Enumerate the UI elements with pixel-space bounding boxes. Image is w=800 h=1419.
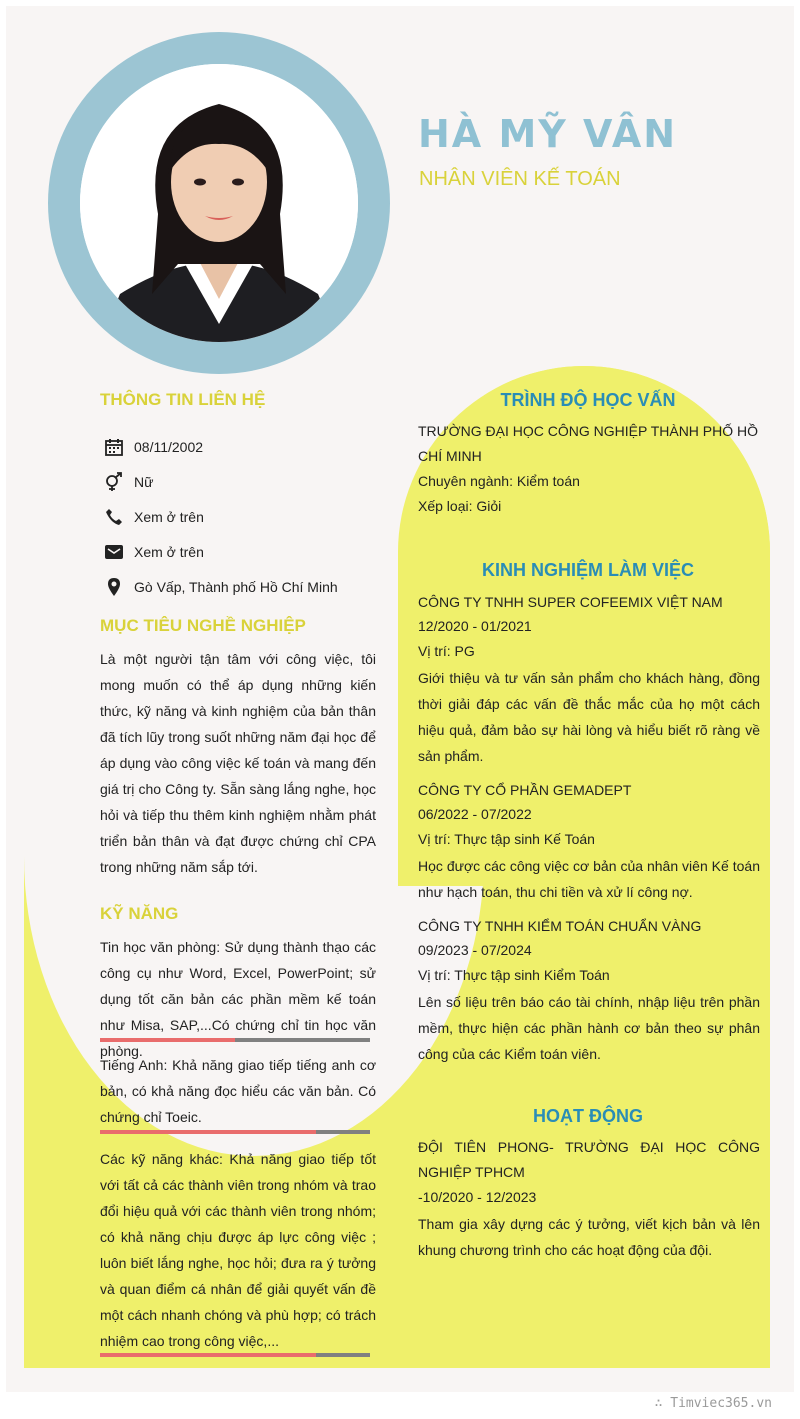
activity-description: Tham gia xây dựng các ý tưởng, viết kịch bản và lên khung chương trình cho các hoạt động của đội. [418,1216,760,1258]
education-school: TRƯỜNG ĐẠI HỌC CÔNG NGHIỆP THÀNH PHỐ HỒ CHÍ MINH [418,423,759,464]
job-position: Vị trí: Thực tập sinh Kiểm Toán [418,967,610,983]
job-period: 09/2023 - 07/2024 [418,942,532,958]
calendar-icon [100,437,128,457]
gender-icon [100,472,128,492]
job-period: 06/2022 - 07/2022 [418,806,532,822]
candidate-role: NHÂN VIÊN KẾ TOÁN [419,168,621,190]
watermark: ∴ Timviec365.vn [654,1396,772,1411]
education-major: Chuyên ngành: Kiểm toán [418,473,580,489]
contact-email [100,541,204,563]
skill-level-fill [100,1130,316,1134]
email-icon [100,543,128,561]
location-icon [100,577,128,597]
skill-level-bar [100,1038,370,1042]
job-position: Vị trí: PG [418,643,475,659]
skills-heading: KỸ NĂNG [100,904,179,923]
avatar-illustration [80,64,358,342]
skill-item: Các kỹ năng khác: Khả năng giao tiếp tốt với tất cả các thành viên trong nhóm và trao đổi hiệu quả với các thành viên trong nhóm; có khả năng chịu được áp lực công việc ; luôn biết lắng nghe, học hỏi; đưa ra ý tưởng và quan điểm cá nhân để giải quyết vấn đề một cách nhanh chóng và phù hợp; có trách nhiệm cao trong công việc,... [100,1151,376,1349]
objective-heading: MỤC TIÊU NGHỀ NGHIỆP [100,616,306,635]
phone-icon [100,508,128,526]
contact-value: Xem ở trên [134,509,204,525]
contact-address [100,576,338,598]
objective-text: Là một người tận tâm với công việc, tôi mong muốn có thể áp dụng những kiến thức, kỹ năng và kinh nghiệm của bản thân đã tích lũy trong suốt những năm đại học để áp dụng vào công việc kế toán và mang đến giá trị cho Công ty. Sẵn sàng lắng nghe, học hỏi và tiếp thu thêm kinh nghiệm nhằm phát triển bản thân và đạt được chứng chỉ CPA trong những năm sắp tới. [100,651,376,875]
education-heading: TRÌNH ĐỘ HỌC VẤN [500,390,676,410]
avatar [80,64,358,342]
activities-heading: HOẠT ĐỘNG [533,1106,643,1126]
job-period: 12/2020 - 01/2021 [418,618,532,634]
skill-level-bar [100,1353,370,1357]
contact-heading: THÔNG TIN LIÊN HỆ [100,390,266,409]
job-description: Lên số liệu trên báo cáo tài chính, nhập liệu trên phần mềm, thực hiện các phần hành cơ bản theo sự phân công của các Kiểm toán viên. [418,994,760,1062]
job-company: CÔNG TY TNHH SUPER COFEEMIX VIỆT NAM [418,594,723,610]
contact-birthdate [100,436,203,458]
contact-value: Nữ [134,474,154,490]
job-company: CÔNG TY TNHH KIỂM TOÁN CHUẨN VÀNG [418,918,702,934]
skill-item: Tiếng Anh: Khả năng giao tiếp tiếng anh cơ bản, có khả năng đọc hiểu các văn bản. Có chứng chỉ Toeic. [100,1057,376,1125]
contact-value: Xem ở trên [134,544,204,560]
education-grade: Xếp loại: Giỏi [418,498,502,514]
experience-heading: KINH NGHIỆM LÀM VIỆC [481,560,694,580]
contact-value: 08/11/2002 [134,439,204,455]
contact-value: Gò Vấp, Thành phố Hồ Chí Minh [134,579,338,595]
skill-level-fill [100,1038,235,1042]
job-description: Học được các công việc cơ bản của nhân viên Kế toán như hạch toán, thu chi tiền và xử lí công nợ. [418,858,760,900]
cv-sheet [6,6,794,1392]
activity-period: -10/2020 - 12/2023 [418,1189,537,1205]
candidate-name: HÀ MỸ VÂN [418,112,678,156]
job-company: CÔNG TY CỔ PHẦN GEMADEPT [418,782,632,798]
job-description: Giới thiệu và tư vấn sản phẩm cho khách hàng, đồng thời giải đáp các vấn đề thắc mắc của họ một cách hiệu quả, đảm bảo sự hài lòng và hiểu biết rõ ràng về sản phẩm. [418,670,760,764]
activity-org: ĐỘI TIÊN PHONG- TRƯỜNG ĐẠI HỌC CÔNG NGHIỆP TPHCM [418,1139,760,1180]
contact-gender [100,471,153,493]
skill-level-fill [100,1353,316,1357]
job-position: Vị trí: Thực tập sinh Kế Toán [418,831,595,847]
skill-item: Tin học văn phòng: Sử dụng thành thạo các công cụ như Word, Excel, PowerPoint; sử dụng tốt căn bản các phần mềm kế toán như Misa, SAP,...Có chứng chỉ tin học văn phòng. [100,939,376,1059]
skill-level-bar [100,1130,370,1134]
contact-phone [100,506,204,528]
